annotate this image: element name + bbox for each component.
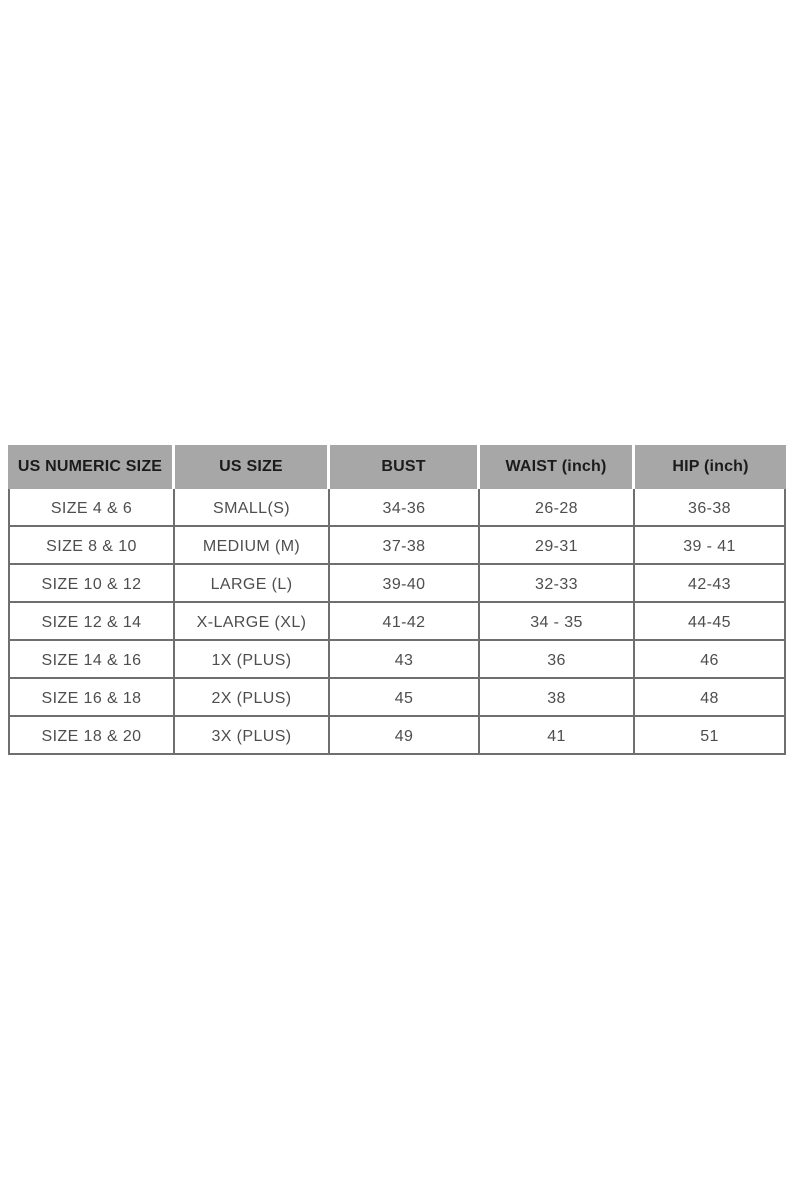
table-cell: 36-38 (635, 489, 786, 527)
header-cell-waist: WAIST (inch) (480, 445, 635, 489)
table-cell: 1X (PLUS) (175, 641, 330, 679)
table-cell: 34-36 (330, 489, 480, 527)
table-cell: 49 (330, 717, 480, 755)
header-cell-hip: HIP (inch) (635, 445, 786, 489)
table-row (8, 603, 786, 641)
header-cell-bust: BUST (330, 445, 480, 489)
table-cell: SIZE 16 & 18 (8, 679, 175, 717)
table-cell: SMALL(S) (175, 489, 330, 527)
table-cell: 41 (480, 717, 635, 755)
table-cell: 37-38 (330, 527, 480, 565)
table-row (8, 641, 786, 679)
table-cell: 29-31 (480, 527, 635, 565)
table-cell: SIZE 18 & 20 (8, 717, 175, 755)
table-cell: 44-45 (635, 603, 786, 641)
table-cell: 34 - 35 (480, 603, 635, 641)
table-cell: 45 (330, 679, 480, 717)
table-cell: LARGE (L) (175, 565, 330, 603)
table-cell: SIZE 10 & 12 (8, 565, 175, 603)
table-cell: 3X (PLUS) (175, 717, 330, 755)
table-cell: SIZE 12 & 14 (8, 603, 175, 641)
table-cell: SIZE 4 & 6 (8, 489, 175, 527)
table-body (8, 489, 786, 755)
table-row (8, 565, 786, 603)
table-row (8, 717, 786, 755)
table-cell: 26-28 (480, 489, 635, 527)
table-cell: SIZE 14 & 16 (8, 641, 175, 679)
table-row (8, 489, 786, 527)
table-row (8, 679, 786, 717)
table-cell: 38 (480, 679, 635, 717)
table-cell: MEDIUM (M) (175, 527, 330, 565)
table-cell: 32-33 (480, 565, 635, 603)
header-cell-us-size: US SIZE (175, 445, 330, 489)
table-cell: 41-42 (330, 603, 480, 641)
size-chart-table (8, 445, 786, 755)
table-cell: 46 (635, 641, 786, 679)
table-cell: 2X (PLUS) (175, 679, 330, 717)
table-cell: SIZE 8 & 10 (8, 527, 175, 565)
table-cell: 43 (330, 641, 480, 679)
table-cell: 51 (635, 717, 786, 755)
table-cell: 48 (635, 679, 786, 717)
table-cell: 39 - 41 (635, 527, 786, 565)
table-row (8, 527, 786, 565)
table-cell: 36 (480, 641, 635, 679)
table-cell: 39-40 (330, 565, 480, 603)
header-cell-us-numeric-size: US NUMERIC SIZE (8, 445, 175, 489)
table-cell: 42-43 (635, 565, 786, 603)
table-header-row (8, 445, 786, 489)
table-cell: X-LARGE (XL) (175, 603, 330, 641)
